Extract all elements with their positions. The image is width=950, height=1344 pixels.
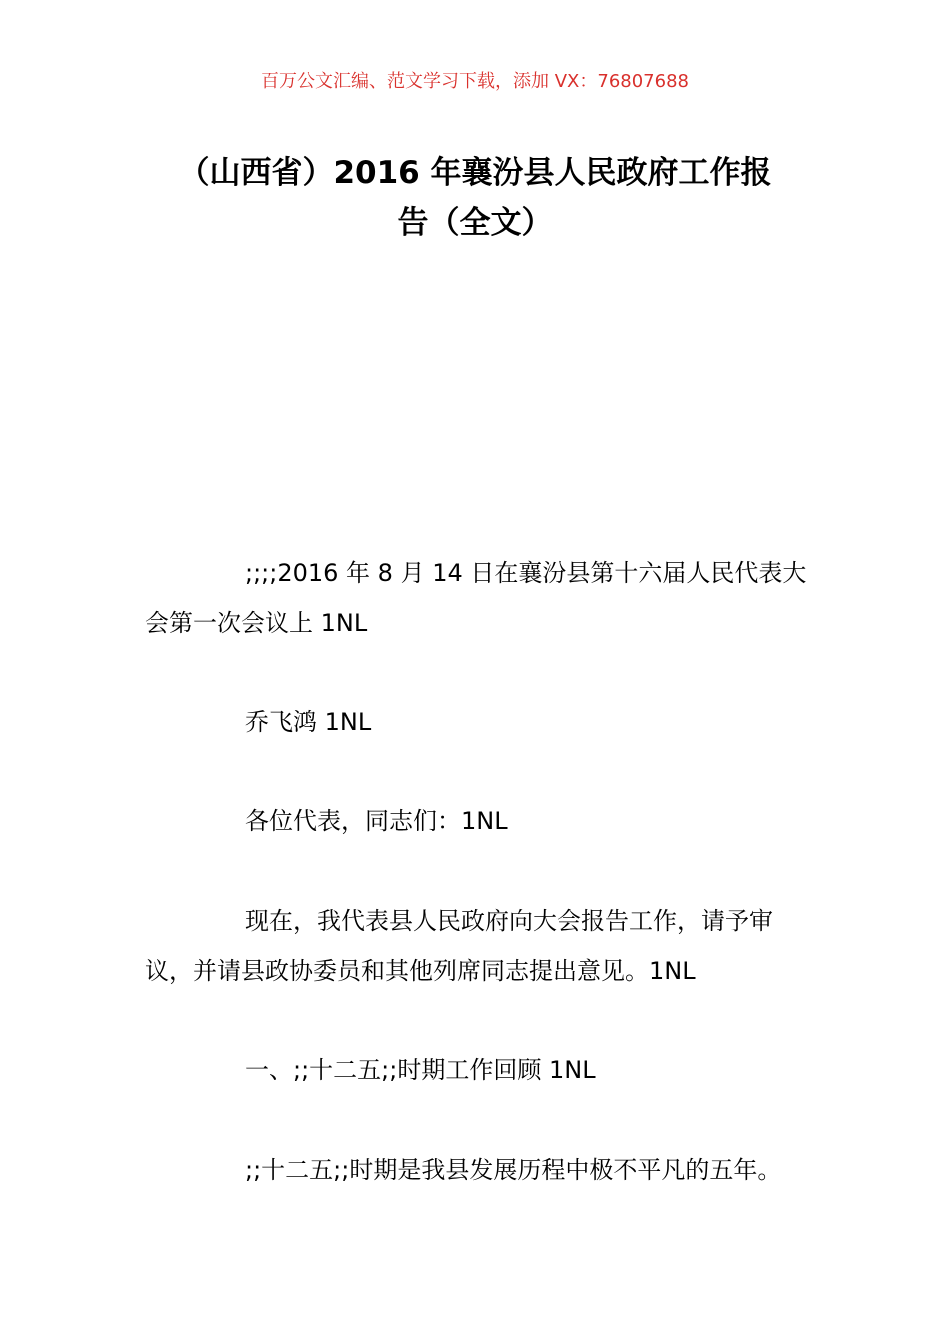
paragraph-greeting: 各位代表，同志们：1NL — [245, 807, 508, 835]
paragraph-speaker: 乔飞鸿 1NL — [245, 708, 372, 736]
section-heading-1: 一、;;十二五;;时期工作回顾 1NL — [245, 1056, 596, 1084]
paragraph-meeting-info: ;;;;2016 年 8 月 14 日在襄汾县第十六届人民代表大会第一次会议上 1NL — [145, 559, 807, 637]
document-title — [120, 148, 830, 248]
paragraph-review: ;;十二五;;时期是我县发展历程中极不平凡的五年。 — [245, 1156, 782, 1184]
title-line-2: 告（全文） — [397, 205, 553, 241]
paragraph-intro: 现在，我代表县人民政府向大会报告工作，请予审议，并请县政协委员和其他列席同志提出意见。1NL — [145, 907, 773, 985]
title-line-1: （山西省）2016 年襄汾县人民政府工作报 — [178, 155, 772, 191]
header-watermark-note: 百万公文汇编、范文学习下载，添加 VX：76807688 — [261, 71, 689, 92]
